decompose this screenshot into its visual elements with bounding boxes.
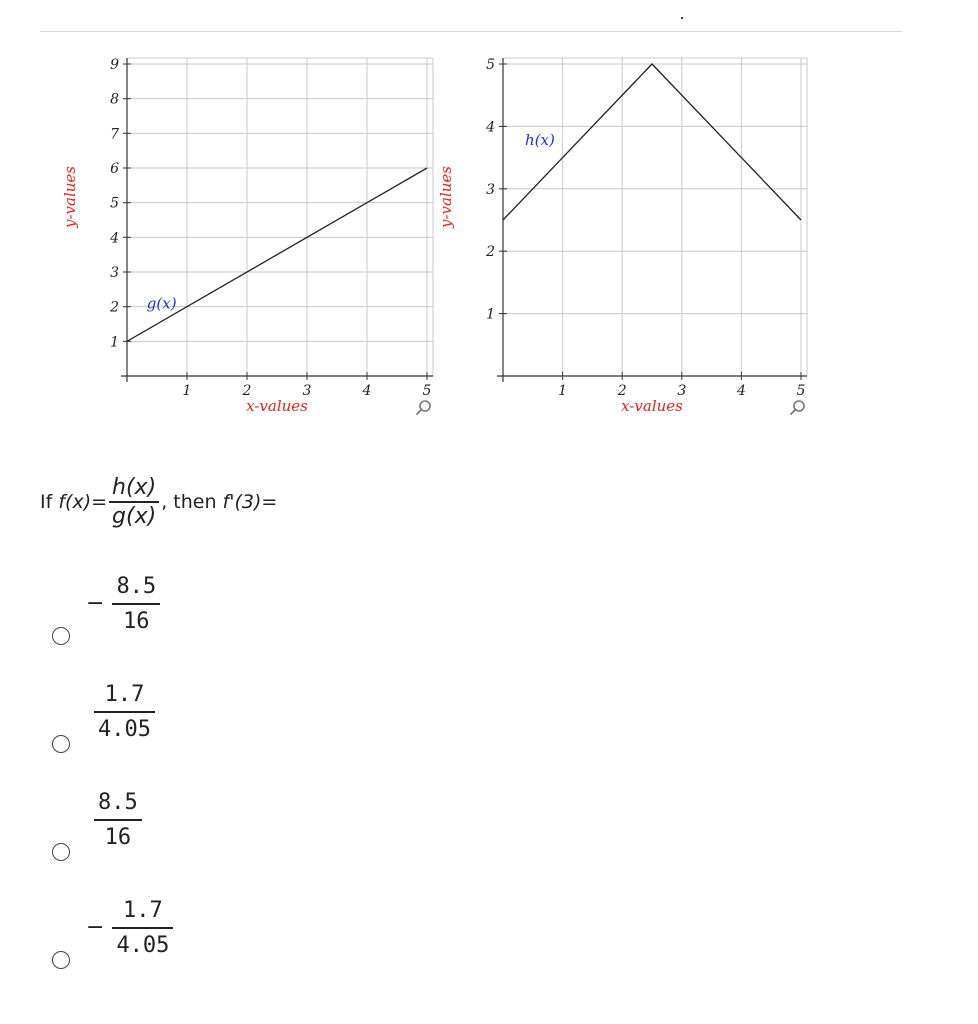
radio-button[interactable]	[52, 843, 70, 861]
y-tick-label: 3	[486, 181, 495, 198]
y-tick-label: 2	[110, 299, 119, 316]
choice-numerator: 1.7	[123, 898, 163, 923]
y-tick-label: 1	[110, 334, 119, 351]
x-tick-label: 4	[736, 383, 746, 399]
choice-numerator: 1.7	[104, 682, 145, 707]
choice-fraction	[94, 678, 155, 746]
y-axis-title: y-values	[61, 166, 79, 228]
x-tick-label: 5	[796, 383, 806, 399]
choice-4[interactable]	[52, 951, 70, 969]
function-label: h(x)	[525, 131, 555, 150]
x-axis-title: x-values	[246, 397, 308, 415]
choice-fraction	[112, 570, 160, 638]
y-tick-label: 9	[110, 57, 119, 73]
question-fraction	[109, 475, 159, 529]
question-prefix: If	[40, 491, 53, 513]
radio-button[interactable]	[52, 627, 70, 645]
choice-1[interactable]	[52, 627, 70, 645]
x-axis-title: x-values	[621, 397, 683, 415]
graph-g	[55, 50, 450, 430]
equals-sign: =	[91, 491, 108, 513]
radio-button[interactable]	[52, 735, 70, 753]
y-tick-label: 1	[486, 306, 495, 323]
choice-fraction	[112, 894, 173, 962]
y-tick-label: 3	[110, 265, 119, 281]
function-label: g(x)	[146, 294, 177, 313]
choice-3-math	[86, 786, 144, 854]
choice-numerator: 8.5	[98, 790, 138, 815]
radio-button[interactable]	[52, 951, 70, 969]
y-tick-label: 2	[486, 244, 495, 261]
choice-denominator: 4.05	[98, 716, 151, 742]
f-prime-3: f'(3)	[222, 491, 262, 513]
x-tick-label: 5	[422, 383, 432, 399]
y-tick-label: 8	[110, 91, 119, 108]
separator-dot	[681, 17, 683, 19]
choice-1-math	[86, 570, 162, 638]
choice-3[interactable]	[52, 843, 70, 861]
y-tick-label: 4	[486, 119, 495, 136]
y-tick-label: 5	[110, 195, 119, 212]
magnifier-icon[interactable]	[417, 401, 430, 414]
question-middle: , then	[161, 491, 217, 513]
y-tick-label: 6	[110, 161, 119, 177]
question-suffix: =	[261, 491, 278, 513]
choice-numerator: 8.5	[116, 574, 157, 599]
y-tick-label: 5	[486, 57, 495, 73]
choice-2-math	[86, 678, 157, 746]
y-axis-title: y-values	[437, 166, 455, 228]
x-tick-label: 2	[617, 383, 627, 399]
question-denominator: g(x)	[112, 503, 157, 529]
series-line	[127, 168, 427, 341]
minus-sign: −	[86, 591, 105, 617]
x-tick-label: 1	[182, 383, 192, 399]
choice-2[interactable]	[52, 735, 70, 753]
choice-fraction	[94, 786, 142, 854]
y-tick-label: 7	[110, 126, 119, 143]
x-tick-label: 1	[558, 383, 568, 399]
question-text	[40, 462, 277, 542]
choice-denominator: 4.05	[116, 932, 170, 958]
f-of-x: f(x)	[58, 491, 92, 513]
question-numerator: h(x)	[112, 475, 157, 501]
choice-denominator: 16	[104, 824, 132, 850]
magnifier-handle	[791, 410, 796, 415]
magnifier-handle	[417, 410, 422, 415]
choice-4-math	[86, 894, 175, 962]
top-divider	[40, 31, 902, 32]
x-tick-label: 3	[302, 383, 312, 399]
y-tick-label: 4	[110, 230, 119, 247]
x-tick-label: 3	[677, 383, 687, 399]
minus-sign: −	[86, 915, 105, 941]
choice-denominator: 16	[123, 608, 150, 634]
graph-h	[435, 50, 825, 430]
x-tick-label: 4	[362, 383, 372, 399]
x-tick-label: 2	[242, 383, 252, 399]
magnifier-icon[interactable]	[791, 401, 804, 414]
